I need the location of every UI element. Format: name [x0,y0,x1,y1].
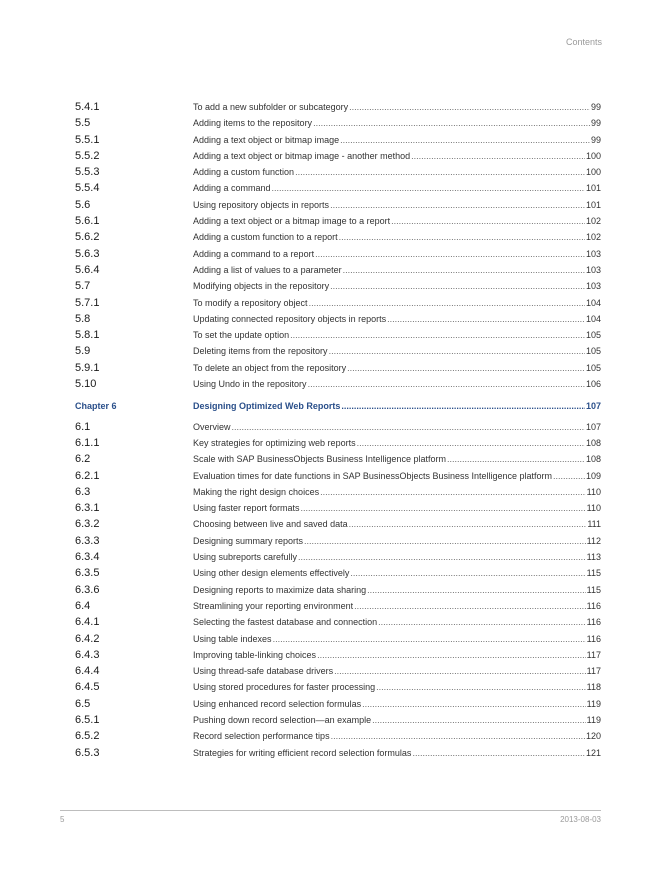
toc-entry[interactable] [75,451,601,467]
toc-chapter-entry[interactable] [75,398,601,414]
toc-entry-page: 99 [590,102,601,112]
toc-entry[interactable] [75,197,601,213]
toc-entry-text [193,180,601,196]
toc-entry-text [193,728,601,744]
toc-entry-number: 6.3.2 [75,518,100,531]
dot-leader [343,262,585,278]
toc-entry-number: 5.4.1 [75,101,100,113]
toc-entry-number: 5.9.1 [75,361,100,374]
toc-entry-page: 105 [585,330,601,341]
toc-entry-title[interactable]: To modify a repository object [193,297,308,308]
toc-entry[interactable] [75,468,601,484]
toc-entry-text [193,582,601,598]
toc-entry-page: 116 [586,617,601,628]
toc-entry-text [193,376,601,392]
toc-entry-number: 6.5.1 [75,713,100,726]
toc-entry[interactable] [75,647,601,663]
toc-entry-page: 115 [586,568,601,579]
dot-leader [317,647,586,663]
dot-leader [272,180,585,196]
toc-entry-page: 104 [585,313,601,324]
dot-leader [367,582,586,598]
toc-entry-number: 6.2 [75,453,91,466]
toc-entry-title[interactable]: Using subreports carefully [193,552,298,563]
dot-leader [330,197,585,213]
toc-entry-text [193,663,601,679]
dot-leader [378,614,586,630]
toc-entry-text [193,99,601,115]
toc-entry-title[interactable]: Using other design elements effectively [193,568,350,579]
table-of-contents [75,99,601,761]
toc-entry-text [193,148,601,164]
toc-entry[interactable] [75,295,601,311]
toc-entry-text [193,679,601,695]
toc-entry-page: 108 [585,454,601,465]
dot-leader [320,484,586,500]
toc-entry-title[interactable]: Using enhanced record selection formulas [193,698,362,709]
toc-entry-title[interactable]: Adding a list of values to a parameter [193,264,342,275]
toc-entry-number: 6.5.2 [75,730,100,743]
dot-leader [313,115,590,131]
toc-entry-text [193,565,601,581]
toc-entry-page: 101 [585,199,601,210]
dot-leader [334,663,586,679]
toc-entry-page: 118 [586,682,601,693]
toc-entry[interactable] [75,246,601,262]
toc-entry-title[interactable]: Using faster report formats [193,503,300,514]
toc-entry-number: 5.10 [75,378,97,391]
toc-entry-page: 110 [586,486,601,497]
toc-entry-text [193,533,601,549]
dot-leader [273,631,586,647]
toc-entry-text [193,295,601,311]
toc-entry-page: 113 [586,552,601,563]
toc-entry-number: 5.8 [75,312,91,325]
toc-entry[interactable] [75,565,601,581]
toc-entry[interactable] [75,549,601,565]
toc-entry-text [193,278,601,294]
toc-entry[interactable] [75,679,601,695]
dot-leader [350,565,585,581]
toc-entry-text [193,451,601,467]
toc-entry-text [193,246,601,262]
toc-entry-page: 117 [586,666,601,677]
toc-entry-title[interactable]: Improving table-linking choices [193,649,317,660]
toc-entry-number: 6.5 [75,697,91,710]
dot-leader [339,229,585,245]
dot-leader [376,679,586,695]
toc-entry-number: 6.4.5 [75,681,100,694]
toc-entry[interactable] [75,516,601,532]
toc-entry-number: 6.3.6 [75,583,100,596]
toc-entry-text [193,132,601,148]
toc-entry-title[interactable]: Adding a custom function to a report [193,232,338,243]
toc-entry[interactable] [75,132,601,148]
toc-entry-title[interactable]: Choosing between live and saved data [193,519,348,530]
toc-entry-page: 107 [585,401,601,412]
toc-entry[interactable] [75,419,601,435]
toc-entry-number: Chapter 6 [75,401,117,412]
toc-entry-page: 103 [585,281,601,292]
toc-entry-title[interactable]: To delete an object from the repository [193,362,347,373]
toc-entry-number: 5.5.4 [75,182,100,195]
toc-entry-page: 105 [585,362,601,373]
toc-entry[interactable] [75,696,601,712]
dot-leader [331,728,585,744]
toc-entry-number: 6.4.4 [75,665,100,678]
toc-entry[interactable] [75,148,601,164]
toc-entry-title[interactable]: Designing Optimized Web Reports [193,401,341,412]
toc-entry-title[interactable]: Streamlining your reporting environment [193,600,354,611]
toc-entry-title[interactable]: To add a new subfolder or subcategory [193,102,349,112]
toc-entry-title[interactable]: Adding a command to a report [193,248,315,259]
toc-entry-title[interactable]: Adding a custom function [193,167,295,178]
toc-entry[interactable] [75,663,601,679]
toc-entry-text [193,468,601,484]
dot-leader [412,745,585,761]
toc-entry-title[interactable]: Adding a command [193,183,271,194]
toc-entry-page: 119 [586,714,601,725]
toc-entry-text [193,164,601,180]
toc-entry-number: 6.4.2 [75,632,100,645]
toc-entry-number: 6.2.1 [75,469,100,482]
dot-leader [357,435,585,451]
toc-entry[interactable] [75,327,601,343]
toc-entry[interactable] [75,360,601,376]
toc-entry-title[interactable]: Using thread-safe database drivers [193,666,334,677]
toc-entry-text [193,115,601,131]
toc-entry-title[interactable]: To set the update option [193,330,290,341]
toc-entry[interactable] [75,262,601,278]
toc-entry-title[interactable]: Designing summary reports [193,535,304,546]
toc-entry-page: 106 [585,379,601,390]
dot-leader [340,132,590,148]
dot-leader [349,99,590,115]
toc-entry-title[interactable]: Adding items to the repository [193,118,313,129]
toc-entry-number: 5.6.1 [75,215,100,228]
toc-entry[interactable] [75,164,601,180]
toc-entry-page: 99 [590,118,601,129]
toc-entry-text [193,696,601,712]
toc-entry-page: 103 [585,264,601,275]
toc-entry-title[interactable]: Adding a text object or bitmap image - another method [193,150,411,161]
toc-entry-text [193,647,601,663]
dot-leader [354,598,586,614]
toc-entry-text [193,712,601,728]
toc-entry-text [193,398,601,414]
toc-entry[interactable] [75,500,601,516]
toc-entry-number: 6.4.1 [75,616,100,629]
toc-entry-page: 100 [585,167,601,178]
toc-entry-title[interactable]: Pushing down record selection—an example [193,714,372,725]
toc-entry-number: 6.1 [75,420,91,433]
toc-entry-number: 6.1.1 [75,436,100,449]
toc-entry-number: 6.3.4 [75,551,100,564]
toc-entry-page: 102 [585,216,601,227]
toc-entry-page: 102 [585,232,601,243]
toc-entry-page: 108 [585,437,601,448]
toc-entry[interactable] [75,229,601,245]
toc-entry-title[interactable]: Record selection performance tips [193,731,330,742]
toc-entry[interactable] [75,598,601,614]
toc-entry-title[interactable]: Strategies for writing efficient record selection formulas [193,747,412,758]
toc-entry-text [193,549,601,565]
dot-leader [347,360,585,376]
toc-entry-number: 5.5.3 [75,166,100,179]
toc-entry-title[interactable]: Using Undo in the repository [193,379,307,390]
toc-entry[interactable] [75,745,601,761]
dot-leader [298,549,586,565]
toc-entry[interactable] [75,533,601,549]
dot-leader [290,327,585,343]
toc-entry-page: 117 [586,649,601,660]
toc-entry[interactable] [75,376,601,392]
toc-entry-text [193,311,601,327]
dot-leader [341,398,585,414]
toc-entry-number: 5.7 [75,280,91,293]
toc-entry[interactable] [75,614,601,630]
toc-entry-page: 100 [585,150,601,161]
toc-entry-text [193,631,601,647]
dot-leader [447,451,585,467]
dot-leader [362,696,586,712]
toc-entry[interactable] [75,278,601,294]
toc-entry-page: 104 [585,297,601,308]
toc-entry-number: 5.5.2 [75,149,100,162]
toc-entry[interactable] [75,582,601,598]
toc-entry-number: 5.5 [75,117,91,130]
toc-entry-page: 120 [585,731,601,742]
dot-leader [553,468,585,484]
dot-leader [304,533,586,549]
toc-entry-text [193,500,601,516]
toc-entry-title[interactable]: Adding a text object or a bitmap image to a report [193,216,391,227]
dot-leader [411,148,585,164]
toc-entry-number: 6.4.3 [75,648,100,661]
toc-entry-page: 110 [586,503,601,514]
toc-entry[interactable] [75,99,601,115]
dot-leader [308,376,585,392]
toc-entry-number: 6.3.5 [75,567,100,580]
toc-entry-text [193,598,601,614]
dot-leader [372,712,586,728]
toc-entry-page: 119 [586,698,601,709]
toc-entry-text [193,614,601,630]
toc-entry-page: 105 [585,346,601,357]
toc-entry-text [193,343,601,359]
toc-entry-text [193,484,601,500]
toc-entry[interactable] [75,712,601,728]
dot-leader [387,311,585,327]
toc-entry-number: 6.5.3 [75,746,100,759]
toc-entry-page: 116 [586,633,601,644]
toc-entry[interactable] [75,180,601,196]
toc-entry-number: 6.3 [75,485,91,498]
footer-page-number: 5 [60,815,65,824]
toc-entry-number: 5.6.3 [75,247,100,260]
toc-entry-number: 5.8.1 [75,329,100,342]
toc-entry-title[interactable]: Evaluation times for date functions in SAP BusinessObjects Business Intelligence platform [193,470,553,481]
toc-entry-page: 99 [590,134,601,145]
toc-entry-text [193,229,601,245]
toc-entry-page: 103 [585,248,601,259]
toc-entry-page: 115 [586,584,601,595]
toc-entry-number: 6.4 [75,599,91,612]
toc-entry-number: 5.6 [75,198,91,211]
toc-entry-number: 5.9 [75,345,91,358]
toc-entry-page: 112 [586,535,601,546]
toc-entry-title[interactable]: Adding a text object or bitmap image [193,134,340,145]
toc-entry[interactable] [75,484,601,500]
dot-leader [391,213,585,229]
toc-entry-number: 5.5.1 [75,133,100,146]
toc-entry-page: 101 [585,183,601,194]
toc-entry-title[interactable]: Using table indexes [193,633,272,644]
toc-entry-number: 5.6.4 [75,263,100,276]
toc-entry-number: 6.3.3 [75,534,100,547]
toc-entry-number: 5.7.1 [75,296,100,309]
dot-leader [349,516,587,532]
toc-entry-title[interactable]: Overview [193,421,231,432]
toc-entry[interactable] [75,213,601,229]
toc-entry[interactable] [75,728,601,744]
toc-entry-text [193,360,601,376]
toc-entry-title[interactable]: Designing reports to maximize data sharing [193,584,367,595]
footer-date: 2013-08-03 [560,815,601,824]
dot-leader [295,164,585,180]
toc-entry[interactable] [75,435,601,451]
dot-leader [232,419,585,435]
toc-entry[interactable] [75,115,601,131]
running-header: Contents [565,37,602,47]
toc-entry[interactable] [75,311,601,327]
toc-entry[interactable] [75,343,601,359]
toc-entry-title[interactable]: Using stored procedures for faster processing [193,682,376,693]
toc-entry[interactable] [75,631,601,647]
toc-entry-page: 107 [585,421,601,432]
toc-entry-text [193,197,601,213]
dot-leader [329,343,585,359]
toc-entry-title[interactable]: Selecting the fastest database and connection [193,617,378,628]
toc-entry-page: 109 [585,470,601,481]
dot-leader [330,278,585,294]
toc-entry-title[interactable]: Modifying objects in the repository [193,281,330,292]
toc-entry-page: 116 [586,600,601,611]
dot-leader [301,500,586,516]
footer-divider [60,810,601,811]
toc-entry-text [193,745,601,761]
toc-entry-title[interactable]: Updating connected repository objects in reports [193,313,387,324]
toc-entry-page: 111 [587,519,601,530]
toc-entry-title[interactable]: Making the right design choices [193,486,320,497]
toc-entry-text [193,419,601,435]
toc-entry-page: 121 [585,747,601,758]
toc-entry-number: 6.3.1 [75,502,100,515]
toc-entry-title[interactable]: Deleting items from the repository [193,346,328,357]
toc-entry-text [193,435,601,451]
dot-leader [309,295,585,311]
toc-entry-text [193,327,601,343]
toc-entry-title[interactable]: Key strategies for optimizing web reports [193,437,356,448]
toc-entry-number: 5.6.2 [75,231,100,244]
toc-entry-text [193,516,601,532]
toc-entry-text [193,213,601,229]
dot-leader [315,246,585,262]
toc-entry-text [193,262,601,278]
toc-entry-title[interactable]: Scale with SAP BusinessObjects Business Intelligence platform [193,454,446,465]
toc-entry-title[interactable]: Using repository objects in reports [193,199,330,210]
